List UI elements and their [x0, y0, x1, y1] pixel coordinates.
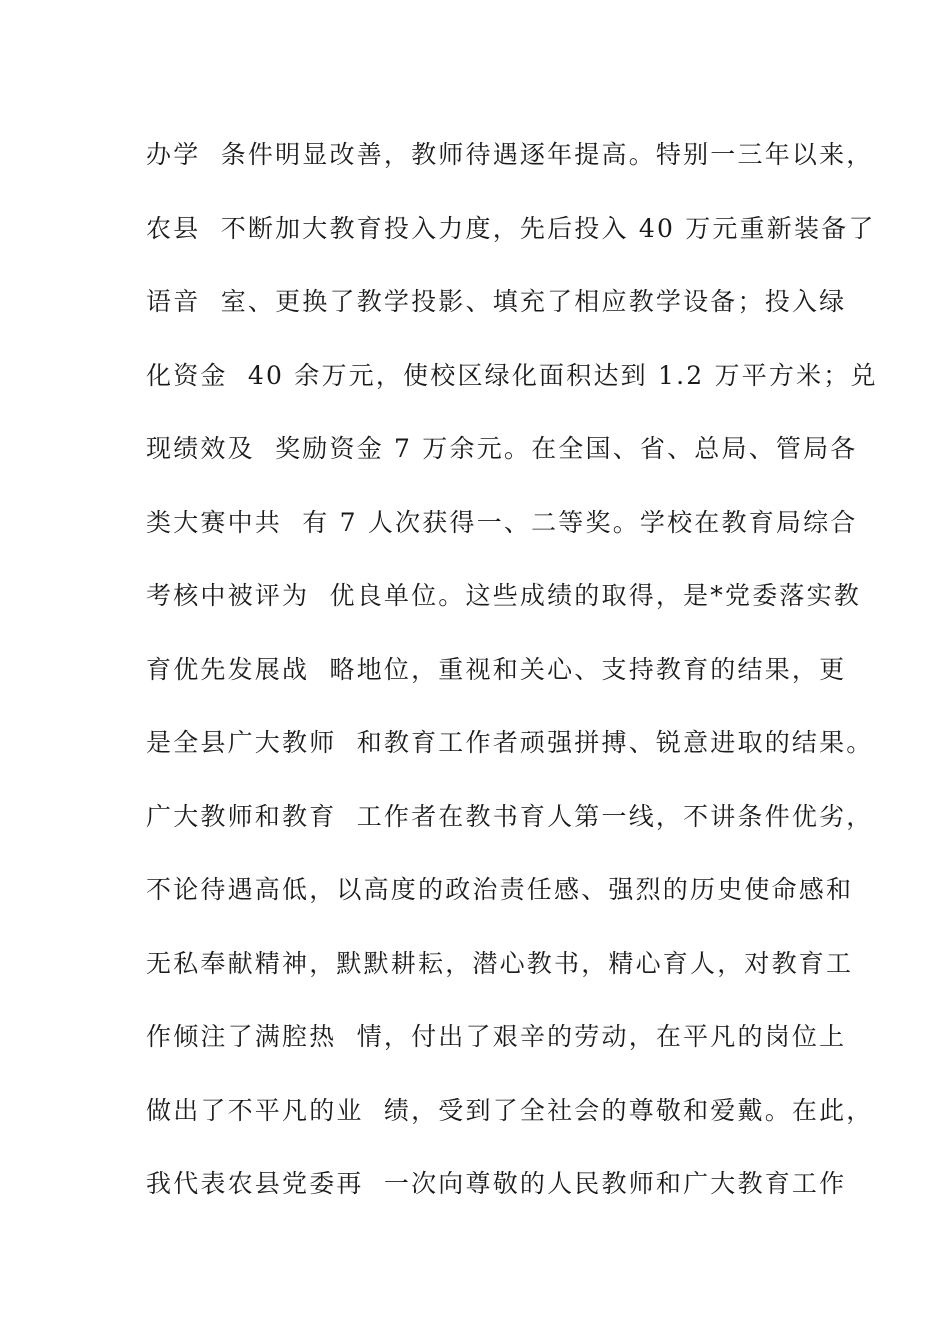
text-line: 现绩效及 奖励资金 7 万余元。在全国、省、总局、管局各	[146, 434, 858, 463]
text-line: 育优先发展战 略地位，重视和关心、支持教育的结果，更	[146, 654, 847, 684]
text-line: 不论待遇高低，以高度的政治责任感、强烈的历史使命感和	[146, 875, 854, 904]
text-line: 化资金 40 余万元，使校区绿化面积达到 1.2 万平方米；兑	[146, 360, 878, 390]
body-text	[146, 130, 878, 1233]
text-line: 无私奉献精神，默默耕耘，潜心教书，精心育人，对教育工	[146, 948, 854, 978]
text-line: 农县 不断加大教育投入力度，先后投入 40 万元重新装备了	[146, 213, 876, 243]
text-line: 广大教师和教育 工作者在教书育人第一线，不讲条件优劣，	[146, 801, 874, 831]
text-line: 我代表农县党委再 一次向尊敬的人民教师和广大教育工作	[146, 1169, 847, 1198]
text-line: 做出了不平凡的业 绩，受到了全社会的尊敬和爱戴。在此，	[146, 1095, 874, 1125]
text-line: 办学 条件明显改善，教师待遇逐年提高。特别一三年以来，	[146, 140, 874, 169]
text-line: 是全县广大教师 和教育工作者顽强拼搏、锐意进取的结果。	[146, 728, 874, 757]
text-line: 类大赛中共 有 7 人次获得一、二等奖。学校在教育局综合	[146, 507, 858, 537]
text-line: 考核中被评为 优良单位。这些成绩的取得，是*党委落实教	[146, 581, 861, 610]
text-line: 作倾注了满腔热 情，付出了艰辛的劳动，在平凡的岗位上	[146, 1022, 847, 1051]
text-line: 语音 室、更换了教学投影、填充了相应教学设备；投入绿	[146, 287, 847, 316]
